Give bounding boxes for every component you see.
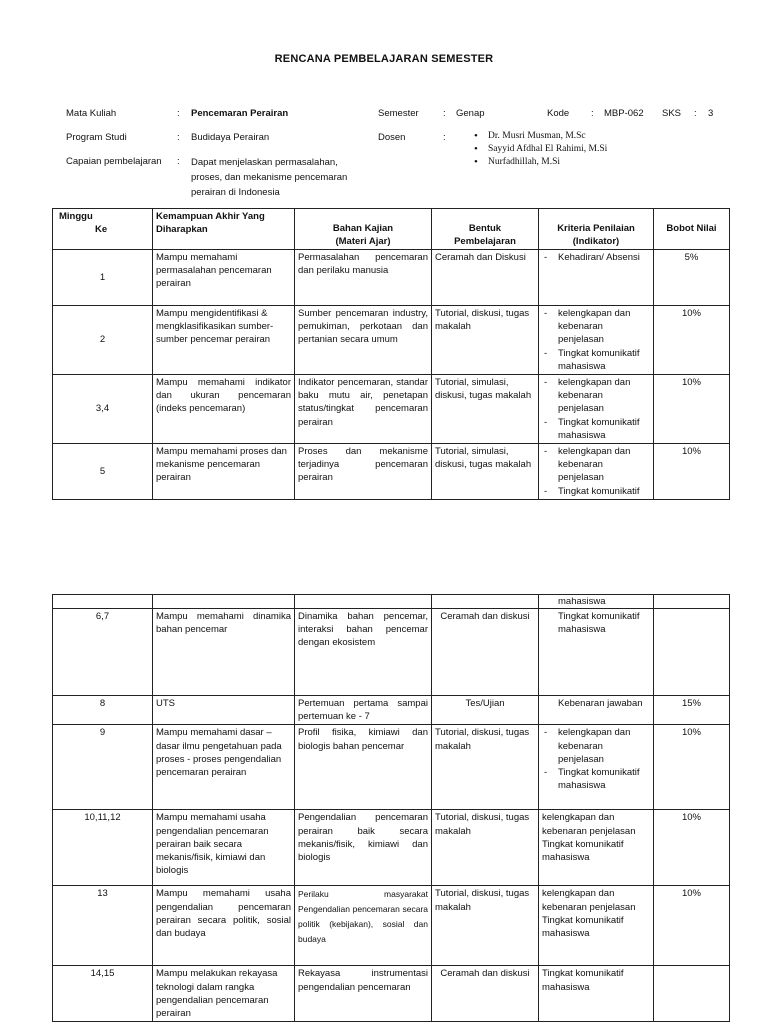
bobot-cell (654, 609, 730, 696)
kriteria-item: - kelengkapan dan kebenaran penjelasan (542, 445, 650, 485)
bobot-cell: 5% (654, 250, 730, 306)
kriteria-item: - Tingkat komunikatif (542, 485, 650, 498)
dosen-list (474, 130, 607, 169)
kemampuan-cell: Mampu memahami dinamika bahan pencemar (153, 609, 295, 696)
minggu-cell: 5 (53, 444, 153, 500)
bahan-cell: Indikator pencemaran, standar baku mutu air, penetapan status/tingkat pencemaran perairan (295, 375, 432, 444)
rps-table-2 (52, 594, 730, 1022)
col-kriteria: Kriteria Penilaian (Indikator) (539, 209, 654, 250)
minggu-cell: 14,15 (53, 966, 153, 1022)
kriteria-item: - Kehadiran/ Absensi (542, 251, 650, 264)
bahan-cell: Dinamika bahan pencemar, interaksi bahan pencemar dengan ekosistem (295, 609, 432, 696)
colon: : (177, 156, 180, 167)
kemampuan-cell: Mampu memahami usaha pengendalian pencemaran perairan baik secara mekanis/fisik, kimiawi dan biologis (153, 810, 295, 886)
kriteria-cell (539, 725, 654, 810)
colon: : (177, 132, 180, 143)
table-row (53, 886, 730, 966)
bentuk-cell: Tutorial, diskusi, tugas makalah (432, 725, 539, 810)
kemampuan-cell: Mampu memahami indikator dan ukuran pencemaran (indeks pencemaran) (153, 375, 295, 444)
bahan-cell: Proses dan mekanisme terjadinya pencemaran perairan (295, 444, 432, 500)
kriteria-item: - Tingkat komunikatif mahasiswa (542, 416, 650, 442)
kriteria-cell: mahasiswa (539, 595, 654, 609)
table-row (53, 609, 730, 696)
minggu-cell: 9 (53, 725, 153, 810)
bobot-cell: 10% (654, 810, 730, 886)
semester-label: Semester (378, 108, 419, 119)
kriteria-cell (539, 444, 654, 500)
kriteria-list (542, 376, 650, 442)
kemampuan-cell: Mampu memahami usaha pengendalian pencemaran perairan secara politik, sosial dan budaya (153, 886, 295, 966)
bahan-cell: Rekayasa instrumentasi pengendalian pencemaran (295, 966, 432, 1022)
kriteria-cell (539, 250, 654, 306)
bentuk-cell: Tes/Ujian (432, 696, 539, 725)
page-title: RENCANA PEMBELAJARAN SEMESTER (274, 53, 494, 65)
bobot-cell: 10% (654, 306, 730, 375)
table-row (53, 375, 730, 444)
prodi-value: Budidaya Perairan (191, 132, 270, 143)
table-row (53, 444, 730, 500)
kemampuan-cell: Mampu memahami dasar – dasar ilmu pengetahuan pada proses - proses pengendalian pencemaran perairan (153, 725, 295, 810)
table-row (53, 250, 730, 306)
kriteria-cell (539, 306, 654, 375)
bobot-cell: 10% (654, 886, 730, 966)
dosen-item: • Dr. Musri Musman, M.Sc (474, 130, 607, 143)
kriteria-item: - kelengkapan dan kebenaran penjelasan (542, 726, 650, 766)
kriteria-item: - Tingkat komunikatif mahasiswa (542, 766, 650, 792)
table-row (53, 810, 730, 886)
kriteria-item: - Tingkat komunikatif mahasiswa (542, 347, 650, 373)
bobot-cell: 10% (654, 375, 730, 444)
kemampuan-cell: Mampu memahami proses dan mekanisme pencemaran perairan (153, 444, 295, 500)
cp-label: Capaian pembelajaran (66, 156, 162, 167)
bentuk-cell: Ceramah dan diskusi (432, 966, 539, 1022)
kriteria-line: kelengkapan dan kebenaran penjelasan (542, 812, 636, 837)
colon: : (177, 108, 180, 119)
bentuk-cell: Tutorial, diskusi, tugas makalah (432, 306, 539, 375)
col-bahan: Bahan Kajian (Materi Ajar) (295, 209, 432, 250)
bentuk-cell: Tutorial, simulasi, diskusi, tugas makalah (432, 375, 539, 444)
bahan-cell: Pengendalian pencemaran perairan baik secara mekanis/fisik, kimiawi dan biologis (295, 810, 432, 886)
table-row (53, 966, 730, 1022)
bentuk-cell: Tutorial, simulasi, diskusi, tugas makalah (432, 444, 539, 500)
minggu-cell: 8 (53, 696, 153, 725)
prodi-label: Program Studi (66, 132, 127, 143)
colon: : (443, 108, 446, 119)
kriteria-cell (539, 375, 654, 444)
dosen-item: • Sayyid Afdhal El Rahimi, M.Si (474, 143, 607, 156)
col-kemampuan: Kemampuan Akhir Yang Diharapkan (153, 209, 295, 250)
colon: : (694, 108, 697, 119)
colon: : (443, 132, 446, 143)
dosen-label: Dosen (378, 132, 406, 143)
table-header-row (53, 209, 730, 250)
minggu-cell: 10,11,12 (53, 810, 153, 886)
minggu-cell: 1 (53, 250, 153, 306)
minggu-cell: 13 (53, 886, 153, 966)
table-row (53, 595, 730, 609)
kriteria-line: Tingkat komunikatif mahasiswa (542, 968, 624, 993)
kriteria-line: Tingkat komunikatif mahasiswa (542, 914, 624, 940)
kriteria-line: Tingkat komunikatif mahasiswa (542, 838, 624, 864)
sks-value: 3 (708, 108, 714, 119)
kode-label: Kode (547, 108, 570, 119)
cp-value: Dapat menjelaskan permasalahan, proses, dan mekanisme pencemaran perairan di Indonesia (191, 157, 348, 198)
semester-value: Genap (456, 108, 485, 119)
minggu-cell: 2 (53, 306, 153, 375)
bahan-cell: Sumber pencemaran industry, pemukiman, perkotaan dan pertanian secara umum (295, 306, 432, 375)
colon: : (591, 108, 594, 119)
kemampuan-cell: Mampu mengidentifikasi & mengklasifikasikan sumber-sumber pencemar perairan (153, 306, 295, 375)
bentuk-cell: Ceramah dan Diskusi (432, 250, 539, 306)
col-bobot: Bobot Nilai (654, 209, 730, 250)
kemampuan-cell: Mampu memahami permasalahan pencemaran perairan (153, 250, 295, 306)
rps-table-1 (52, 208, 730, 500)
bobot-cell (654, 966, 730, 1022)
kriteria-line: kelengkapan dan kebenaran penjelasan (542, 888, 636, 913)
kriteria-item: - kelengkapan dan kebenaran penjelasan (542, 376, 650, 416)
kriteria-cell (539, 966, 654, 1022)
bahan-cell: Permasalahan pencemaran dan perilaku manusia (295, 250, 432, 306)
table-row (53, 696, 730, 725)
bobot-cell: 10% (654, 444, 730, 500)
bobot-cell: 10% (654, 725, 730, 810)
bahan-cell: Pertemuan pertama sampai pertemuan ke - 7 (295, 696, 432, 725)
kriteria-list (542, 307, 650, 373)
bentuk-cell: Ceramah dan diskusi (432, 609, 539, 696)
kriteria-list (542, 445, 650, 498)
kriteria-cell: Tingkat komunikatif mahasiswa (539, 609, 654, 696)
bahan-cell: Perilaku masyarakat Pengendalian pencemaran secara politik (kebijakan), sosial dan budaya (295, 886, 432, 966)
minggu-cell: 6,7 (53, 609, 153, 696)
bentuk-cell: Tutorial, diskusi, tugas makalah (432, 886, 539, 966)
kriteria-cell (539, 886, 654, 966)
kriteria-cell (539, 810, 654, 886)
kriteria-item: - kelengkapan dan kebenaran penjelasan (542, 307, 650, 347)
table-row (53, 306, 730, 375)
bentuk-cell: Tutorial, diskusi, tugas makalah (432, 810, 539, 886)
bahan-cell: Profil fisika, kimiawi dan biologis bahan pencemar (295, 725, 432, 810)
kriteria-list (542, 726, 650, 792)
kemampuan-cell: UTS (153, 696, 295, 725)
bobot-cell: 15% (654, 696, 730, 725)
sks-label: SKS (662, 108, 682, 119)
mk-value: Pencemaran Perairan (191, 108, 289, 119)
kriteria-cell: Kebenaran jawaban (539, 696, 654, 725)
kriteria-list (542, 251, 650, 264)
dosen-item: • Nurfadhillah, M.Si (474, 156, 607, 169)
minggu-cell: 3,4 (53, 375, 153, 444)
table-row (53, 725, 730, 810)
kemampuan-cell: Mampu melakukan rekayasa teknologi dalam rangka pengendalian pencemaran perairan (153, 966, 295, 1022)
col-bentuk: Bentuk Pembelajaran (432, 209, 539, 250)
kode-value: MBP-062 (604, 108, 644, 119)
col-minggu: Minggu Ke (53, 209, 153, 250)
mk-label: Mata Kuliah (66, 108, 117, 119)
